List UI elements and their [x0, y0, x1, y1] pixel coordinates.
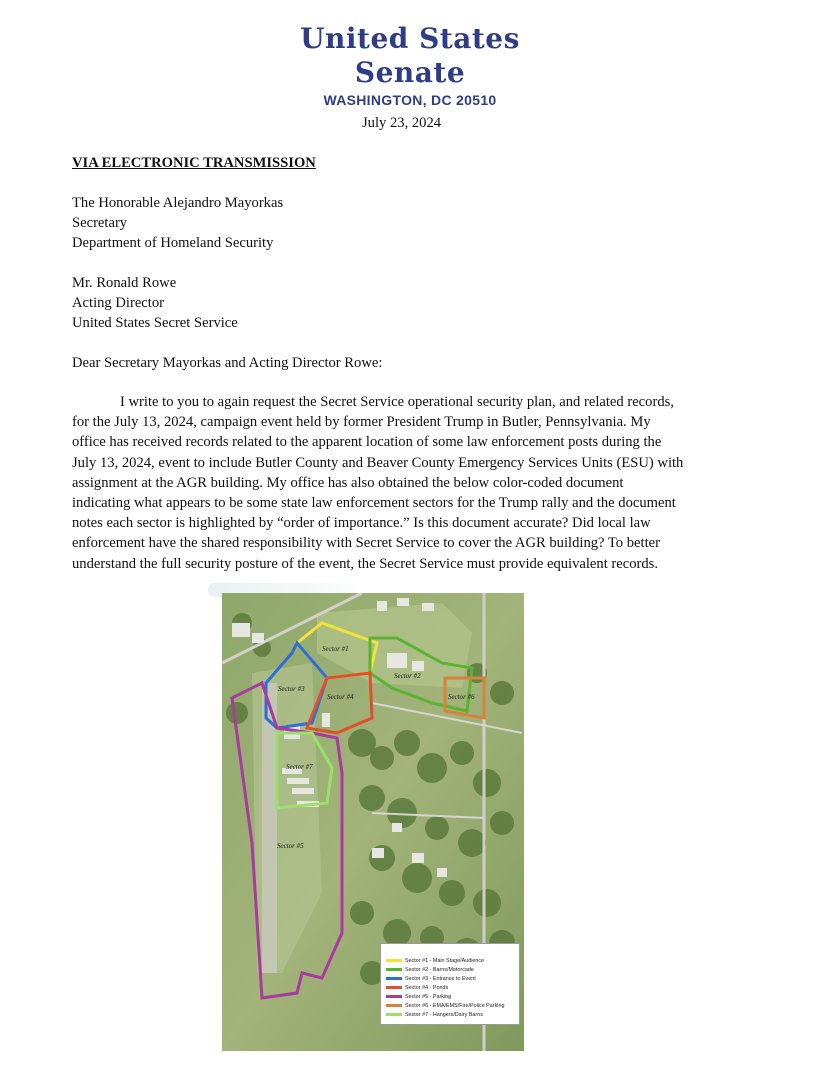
- body-paragraph: [72, 392, 748, 574]
- legend-item: Sector #2 - Barns/Motorcade: [386, 965, 474, 974]
- legend-swatch: [386, 959, 402, 962]
- sector-label-1: Sector #1: [322, 645, 349, 653]
- recipient-1-name: The Honorable Alejandro Mayorkas: [72, 195, 284, 211]
- legend-item: Sector #7 - Hangers/Dairy Barns: [386, 1010, 483, 1019]
- legend-item: Sector #1 - Main Stage/Audience: [386, 956, 484, 965]
- senate-title: United States Senate: [300, 22, 520, 89]
- body-line: notes each sector is highlighted by “order of importance.” Is this document accurate? Did local law: [72, 515, 651, 532]
- recipient-2-title: Acting Director: [72, 295, 164, 311]
- legend-swatch: [386, 968, 402, 971]
- body-line: enforcement have the shared responsibility with Secret Service to cover the AGR building? To better: [72, 535, 660, 552]
- sector-label-7: Sector #7: [286, 763, 313, 771]
- recipient-1-org: Department of Homeland Security: [72, 235, 274, 251]
- letter-date: July 23, 2024: [362, 115, 442, 131]
- senate-address: WASHINGTON, DC 20510: [323, 92, 497, 108]
- legend-item: Sector #5 - Parking: [386, 992, 451, 1001]
- recipient-1-title: Secretary: [72, 215, 128, 231]
- map-legend: [380, 943, 520, 1025]
- legend-item: Sector #6 - EMA/EMS/Fire/Police Parking: [386, 1001, 504, 1010]
- body-line: for the July 13, 2024, campaign event held by former President Trump in Butler, Pennsylvania. My: [72, 414, 651, 431]
- legend-swatch: [386, 995, 402, 998]
- body-line: July 13, 2024, event to include Butler County and Beaver County Emergency Services Units (ESU) with: [72, 454, 684, 471]
- body-line: I write to you to again request the Secret Service operational security plan, and related records,: [120, 394, 674, 410]
- legend-swatch: [386, 1013, 402, 1016]
- legend-item: Sector #3 - Entrance to Event: [386, 974, 476, 983]
- sector-label-4: Sector #4: [327, 693, 354, 701]
- letterhead: [270, 22, 550, 108]
- salutation: Dear Secretary Mayorkas and Acting Director Rowe:: [72, 355, 383, 371]
- body-line: understand the full security posture of the event, the Secret Service must provide equivalent records.: [72, 555, 658, 572]
- body-line: office has received records related to the apparent location of some law enforcement posts during the: [72, 434, 662, 451]
- sector-label-5: Sector #5: [277, 842, 304, 850]
- sector-label-6: Sector #6: [448, 693, 475, 701]
- recipient-2-org: United States Secret Service: [72, 315, 238, 331]
- legend-item: Sector #4 - Ponds: [386, 983, 448, 992]
- transmission-method: VIA ELECTRONIC TRANSMISSION: [72, 155, 316, 171]
- legend-swatch: [386, 986, 402, 989]
- legend-swatch: [386, 977, 402, 980]
- legend-swatch: [386, 1004, 402, 1007]
- sector-label-2: Sector #2: [394, 672, 421, 680]
- body-line: indicating what appears to be some state law enforcement sectors for the Trump rally and the document: [72, 495, 676, 512]
- sector-label-3: Sector #3: [278, 685, 305, 693]
- body-line: assignment at the AGR building. My office has also obtained the below color-coded document: [72, 474, 624, 491]
- recipient-2-name: Mr. Ronald Rowe: [72, 275, 177, 291]
